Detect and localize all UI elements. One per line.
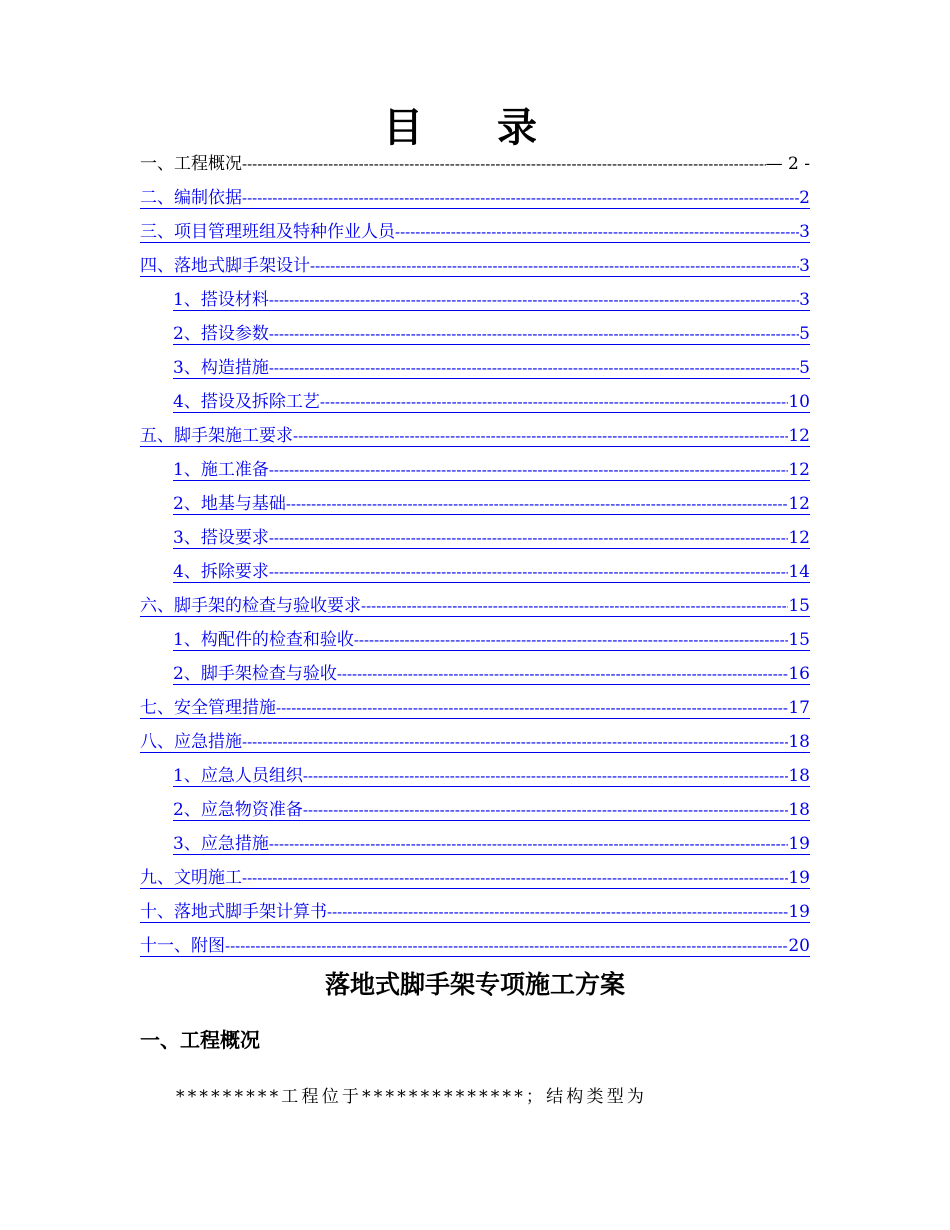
toc-entry[interactable]	[140, 521, 810, 555]
toc-entry[interactable]	[140, 147, 810, 181]
toc-entry[interactable]	[140, 317, 810, 351]
toc-label: 4、搭设及拆除工艺	[173, 391, 320, 412]
toc-link[interactable]	[173, 392, 810, 413]
toc-leader	[320, 392, 789, 412]
toc-label: 1、构配件的检查和验收	[173, 629, 354, 650]
toc-entry[interactable]	[140, 691, 810, 725]
toc-page: 20	[788, 935, 810, 956]
toc-link[interactable]	[140, 936, 810, 957]
toc-link[interactable]	[140, 596, 810, 617]
toc-label: 3、应急措施	[173, 833, 269, 854]
toc-leader	[303, 800, 789, 820]
toc-entry[interactable]	[140, 895, 810, 929]
toc-link[interactable]	[173, 290, 810, 311]
toc-page: 15	[788, 629, 810, 650]
toc-page: 2	[799, 187, 810, 208]
toc-page: 3	[799, 289, 810, 310]
toc-leader	[361, 596, 788, 616]
toc-entry[interactable]	[140, 827, 810, 861]
toc-page: 3	[799, 255, 810, 276]
toc-entry[interactable]	[140, 487, 810, 521]
toc-label: 1、应急人员组织	[173, 765, 303, 786]
toc-label: 七、安全管理措施	[140, 697, 276, 718]
toc-link[interactable]	[140, 426, 810, 447]
toc-entry[interactable]	[140, 657, 810, 691]
toc-link[interactable]	[173, 528, 810, 549]
toc-label: 一、工程概况	[140, 154, 242, 174]
toc-link[interactable]	[173, 494, 810, 515]
toc-page: 10	[788, 391, 810, 412]
toc-leader	[225, 936, 788, 956]
toc-page: 17	[788, 697, 810, 718]
toc-page: 12	[788, 459, 810, 480]
toc-entry[interactable]	[140, 419, 810, 453]
toc-label: 1、施工准备	[173, 459, 269, 480]
toc-page: 19	[788, 901, 810, 922]
toc-page: 18	[788, 799, 810, 820]
toc-link[interactable]	[140, 256, 810, 277]
toc-entry[interactable]	[140, 283, 810, 317]
body-paragraph: *********工程位于**************；结构类型为	[176, 1087, 648, 1107]
toc-page: 12	[788, 493, 810, 514]
toc-link[interactable]	[140, 732, 810, 753]
toc-leader	[269, 358, 799, 378]
toc-entry[interactable]	[140, 453, 810, 487]
toc-leader	[269, 324, 799, 344]
toc-link[interactable]	[173, 358, 810, 379]
toc-link[interactable]	[140, 902, 810, 923]
toc-page: — 2 -	[765, 154, 810, 174]
toc-leader	[242, 188, 799, 208]
toc-label: 五、脚手架施工要求	[140, 425, 293, 446]
toc-label: 九、文明施工	[140, 867, 242, 888]
toc-label: 三、项目管理班组及特种作业人员	[140, 221, 395, 242]
toc-entry[interactable]	[140, 351, 810, 385]
toc-link[interactable]	[173, 460, 810, 481]
toc-entry[interactable]	[140, 623, 810, 657]
toc-label: 2、应急物资准备	[173, 799, 303, 820]
toc-link[interactable]	[140, 154, 810, 174]
toc-leader	[293, 426, 788, 446]
toc-entry[interactable]	[140, 589, 810, 623]
toc-label: 四、落地式脚手架设计	[140, 255, 310, 276]
toc-link[interactable]	[173, 562, 810, 583]
section-heading: 一、工程概况	[140, 1028, 260, 1052]
toc-leader	[327, 902, 788, 922]
toc-label: 2、脚手架检查与验收	[173, 663, 337, 684]
toc-link[interactable]	[140, 698, 810, 719]
toc-page: 14	[788, 561, 810, 582]
toc-label: 二、编制依据	[140, 187, 242, 208]
toc-entry[interactable]	[140, 793, 810, 827]
toc-page: 18	[788, 731, 810, 752]
toc-entry[interactable]	[140, 555, 810, 589]
toc-leader	[269, 290, 799, 310]
toc-link[interactable]	[173, 324, 810, 345]
toc-link[interactable]	[173, 766, 810, 787]
toc-leader	[276, 698, 788, 718]
toc-label: 十一、附图	[140, 935, 225, 956]
toc-link[interactable]	[173, 834, 810, 855]
toc-link[interactable]	[173, 630, 810, 651]
toc-page: 12	[788, 527, 810, 548]
toc-title: 目 录	[383, 104, 567, 151]
toc-page: 18	[788, 765, 810, 786]
toc-entry[interactable]	[140, 181, 810, 215]
toc-label: 八、应急措施	[140, 731, 242, 752]
table-of-contents	[140, 147, 810, 963]
toc-link[interactable]	[140, 188, 810, 209]
toc-entry[interactable]	[140, 929, 810, 963]
toc-page: 16	[788, 663, 810, 684]
toc-link[interactable]	[140, 222, 810, 243]
toc-page: 3	[799, 221, 810, 242]
toc-label: 十、落地式脚手架计算书	[140, 901, 327, 922]
toc-leader	[242, 868, 788, 888]
toc-leader	[395, 222, 799, 242]
toc-label: 3、搭设要求	[173, 527, 269, 548]
toc-page: 5	[799, 323, 810, 344]
toc-entry[interactable]	[140, 249, 810, 283]
toc-link[interactable]	[173, 800, 810, 821]
toc-leader	[337, 664, 789, 684]
toc-entry[interactable]	[140, 861, 810, 895]
toc-link[interactable]	[140, 868, 810, 889]
toc-label: 2、地基与基础	[173, 493, 286, 514]
toc-leader	[242, 732, 788, 752]
toc-page: 15	[788, 595, 810, 616]
toc-label: 4、拆除要求	[173, 561, 269, 582]
toc-label: 2、搭设参数	[173, 323, 269, 344]
toc-page: 19	[788, 867, 810, 888]
toc-label: 1、搭设材料	[173, 289, 269, 310]
toc-entry[interactable]	[140, 215, 810, 249]
toc-label: 3、构造措施	[173, 357, 269, 378]
toc-leader	[269, 528, 789, 548]
document-title: 落地式脚手架专项施工方案	[324, 970, 625, 999]
toc-label: 六、脚手架的检查与验收要求	[140, 595, 361, 616]
toc-leader	[269, 834, 789, 854]
toc-page: 19	[788, 833, 810, 854]
toc-leader	[286, 494, 789, 514]
toc-page: 12	[788, 425, 810, 446]
toc-entry[interactable]	[140, 725, 810, 759]
toc-page: 5	[799, 357, 810, 378]
toc-leader	[303, 766, 789, 786]
toc-leader	[354, 630, 789, 650]
toc-link[interactable]	[173, 664, 810, 685]
toc-entry[interactable]	[140, 385, 810, 419]
toc-entry[interactable]	[140, 759, 810, 793]
toc-leader	[310, 256, 799, 276]
toc-leader	[269, 562, 789, 582]
toc-leader	[242, 154, 766, 174]
toc-leader	[269, 460, 789, 480]
